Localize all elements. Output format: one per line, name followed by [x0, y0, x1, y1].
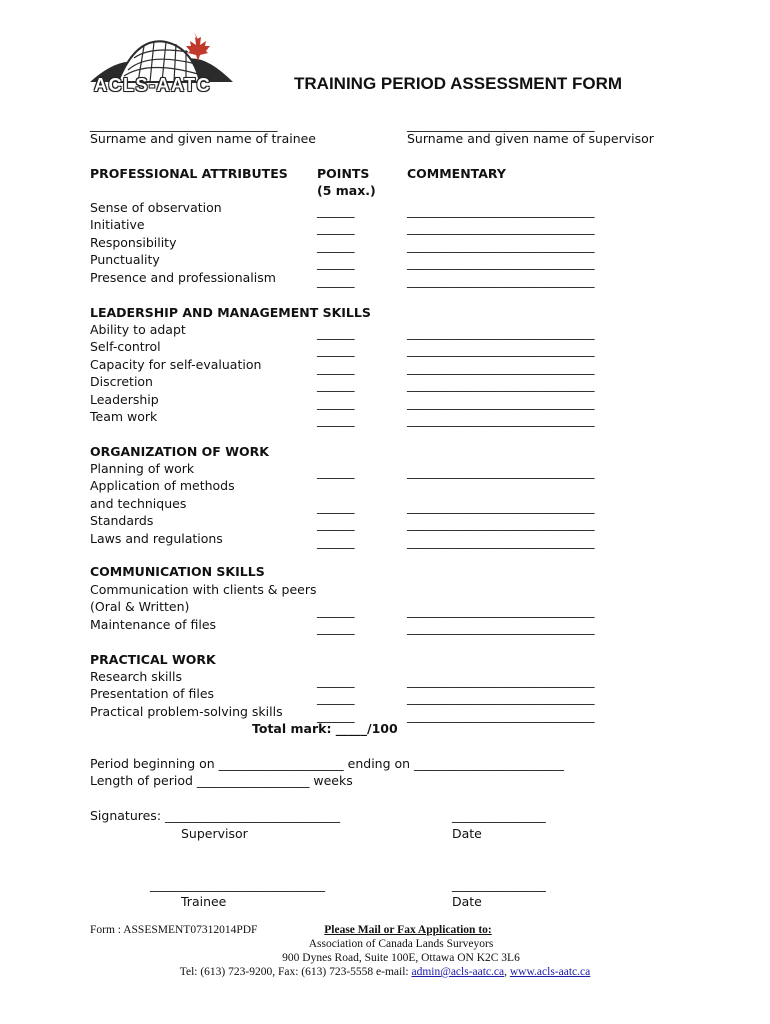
supervisor-name-line[interactable]: ______________________________ — [407, 117, 595, 132]
email-link[interactable]: admin@acls-aatc.ca — [411, 966, 505, 978]
list-item: Responsibility — [90, 234, 177, 250]
form-title: TRAINING PERIOD ASSESSMENT FORM — [294, 74, 623, 93]
points-blank[interactable]: ______ — [317, 690, 355, 706]
list-item: Practical problem-solving skills — [90, 703, 283, 719]
points-blank[interactable]: ______ — [317, 620, 355, 636]
practical-heading: PRACTICAL WORK — [90, 652, 216, 667]
period-length[interactable]: Length of period __________________ weeks — [90, 773, 353, 788]
comment-blank[interactable]: ______________________________ — [407, 342, 595, 358]
comment-blank[interactable]: ______________________________ — [407, 673, 595, 688]
list-item: (Oral & Written) — [90, 599, 190, 615]
comment-blank[interactable]: ______________________________ — [407, 237, 595, 253]
leadership-items — [90, 321, 261, 425]
contact-phone-fax: Tel: (613) 723-9200, Fax: (613) 723-5558 e-mail: — [179, 966, 412, 978]
comment-blank[interactable]: ______________________________ — [407, 603, 595, 618]
points-heading: POINTS — [317, 166, 370, 181]
contact-line — [0, 966, 770, 978]
list-item: Sense of observation — [90, 200, 222, 215]
communication-items — [90, 581, 317, 633]
practical-items — [90, 668, 283, 720]
communication-points — [317, 602, 355, 637]
list-item: Team work — [90, 408, 158, 424]
comment-blank[interactable]: ______________________________ — [407, 620, 595, 636]
organization-heading: ORGANIZATION OF WORK — [90, 444, 269, 459]
points-blank[interactable]: ______ — [317, 342, 355, 358]
list-item: Presentation of files — [90, 686, 215, 702]
comment-blank[interactable]: ______________________________ — [407, 377, 595, 393]
comment-blank[interactable]: ______________________________ — [407, 464, 595, 479]
supervisor-name-label: Surname and given name of supervisor — [407, 131, 654, 146]
comment-blank[interactable]: ______________________________ — [407, 220, 595, 236]
total-mark[interactable]: Total mark: _____/100 — [252, 721, 398, 736]
list-item: Self-control — [90, 339, 161, 355]
trainee-signature-line[interactable]: ____________________________ — [150, 877, 325, 892]
comment-blank[interactable]: ______________________________ — [407, 203, 595, 218]
leadership-heading: LEADERSHIP AND MANAGEMENT SKILLS — [90, 305, 371, 320]
list-item: Communication with clients & peers — [90, 582, 317, 597]
form-code: Form : ASSESMENT07312014PDF — [90, 924, 258, 936]
practical-points — [317, 672, 355, 724]
professional-attributes-heading: PROFESSIONAL ATTRIBUTES — [90, 166, 288, 181]
list-item: Planning of work — [90, 461, 195, 476]
leadership-comments — [407, 324, 595, 428]
comment-blank[interactable]: ______________________________ — [407, 499, 595, 514]
points-blank[interactable]: ______ — [317, 411, 355, 427]
list-item: Capacity for self-evaluation — [90, 356, 262, 372]
organization-items — [90, 460, 235, 547]
comment-blank[interactable]: ______________________________ — [407, 359, 595, 375]
points-blank[interactable]: ______ — [317, 203, 355, 218]
association-address: 900 Dynes Road, Suite 100E, Ottawa ON K2C 3L6 — [282, 952, 520, 964]
comment-blank[interactable]: ______________________________ — [407, 411, 595, 427]
trainee-date-label: Date — [452, 894, 482, 909]
list-item: Initiative — [90, 217, 145, 233]
points-blank[interactable]: ______ — [317, 673, 355, 688]
points-blank[interactable]: ______ — [317, 220, 355, 236]
comment-blank[interactable]: ______________________________ — [407, 325, 595, 340]
comment-blank[interactable]: ______________________________ — [407, 255, 595, 271]
trainee-signature-label: Trainee — [181, 894, 227, 909]
leadership-points — [317, 324, 355, 428]
points-blank[interactable]: ______ — [317, 359, 355, 375]
comment-blank[interactable]: ______________________________ — [407, 516, 595, 532]
list-item: Laws and regulations — [90, 530, 223, 546]
points-blank[interactable]: ______ — [317, 325, 355, 340]
professional-comments — [407, 202, 595, 289]
points-blank[interactable]: ______ — [317, 377, 355, 393]
supervisor-date-label: Date — [452, 826, 482, 841]
points-blank[interactable]: ______ — [317, 464, 355, 479]
period-dates[interactable]: Period beginning on ____________________ ending on ________________________ — [90, 756, 565, 771]
comment-blank[interactable]: ______________________________ — [407, 272, 595, 288]
points-max-heading: (5 max.) — [317, 183, 376, 198]
trainee-name-line[interactable]: ______________________________ — [90, 117, 278, 132]
supervisor-date-line[interactable]: _______________ — [452, 808, 546, 823]
list-item: Standards — [90, 513, 154, 529]
list-item: Presence and professionalism — [90, 269, 276, 285]
professional-items — [90, 199, 276, 286]
trainee-date-line[interactable]: _______________ — [452, 877, 546, 892]
points-blank[interactable]: ______ — [317, 237, 355, 253]
comment-blank[interactable]: ______________________________ — [407, 533, 595, 549]
list-item: Discretion — [90, 374, 153, 390]
supervisor-signature-label: Supervisor — [181, 826, 248, 841]
website-link[interactable]: www.acls-aatc.ca — [509, 966, 591, 978]
list-item: Maintenance of files — [90, 616, 217, 632]
points-blank[interactable]: ______ — [317, 255, 355, 271]
organization-points — [317, 498, 355, 550]
comment-blank[interactable]: ______________________________ — [407, 690, 595, 706]
points-blank[interactable]: ______ — [317, 499, 355, 514]
points-blank[interactable]: ______ — [317, 707, 355, 723]
communication-comments — [407, 602, 595, 637]
communication-heading: COMMUNICATION SKILLS — [90, 564, 265, 579]
mail-heading: Please Mail or Fax Application to: — [324, 924, 492, 936]
association-name: Association of Canada Lands Surveyors — [308, 938, 494, 950]
comment-blank[interactable]: ______________________________ — [407, 707, 595, 723]
list-item: and techniques — [90, 495, 187, 511]
practical-comments — [407, 672, 595, 724]
list-item: Punctuality — [90, 252, 160, 268]
list-item: Leadership — [90, 391, 159, 407]
logo-text: ACLS-AATC — [94, 75, 212, 95]
list-item: Research skills — [90, 669, 182, 684]
professional-points — [317, 202, 355, 289]
points-blank[interactable]: ______ — [317, 516, 355, 532]
organization-comments — [407, 498, 595, 550]
points-blank[interactable]: ______ — [317, 272, 355, 288]
contact-separator: , — [504, 966, 510, 978]
comment-blank[interactable]: ______________________________ — [407, 394, 595, 410]
signatures-line[interactable]: Signatures: ____________________________ — [90, 808, 340, 823]
list-item: Application of methods — [90, 478, 235, 494]
logo — [88, 30, 238, 100]
points-blank[interactable]: ______ — [317, 603, 355, 618]
list-item: Ability to adapt — [90, 322, 186, 337]
points-blank[interactable]: ______ — [317, 394, 355, 410]
commentary-heading: COMMENTARY — [407, 166, 506, 181]
points-blank[interactable]: ______ — [317, 533, 355, 549]
trainee-name-label: Surname and given name of trainee — [90, 131, 317, 146]
